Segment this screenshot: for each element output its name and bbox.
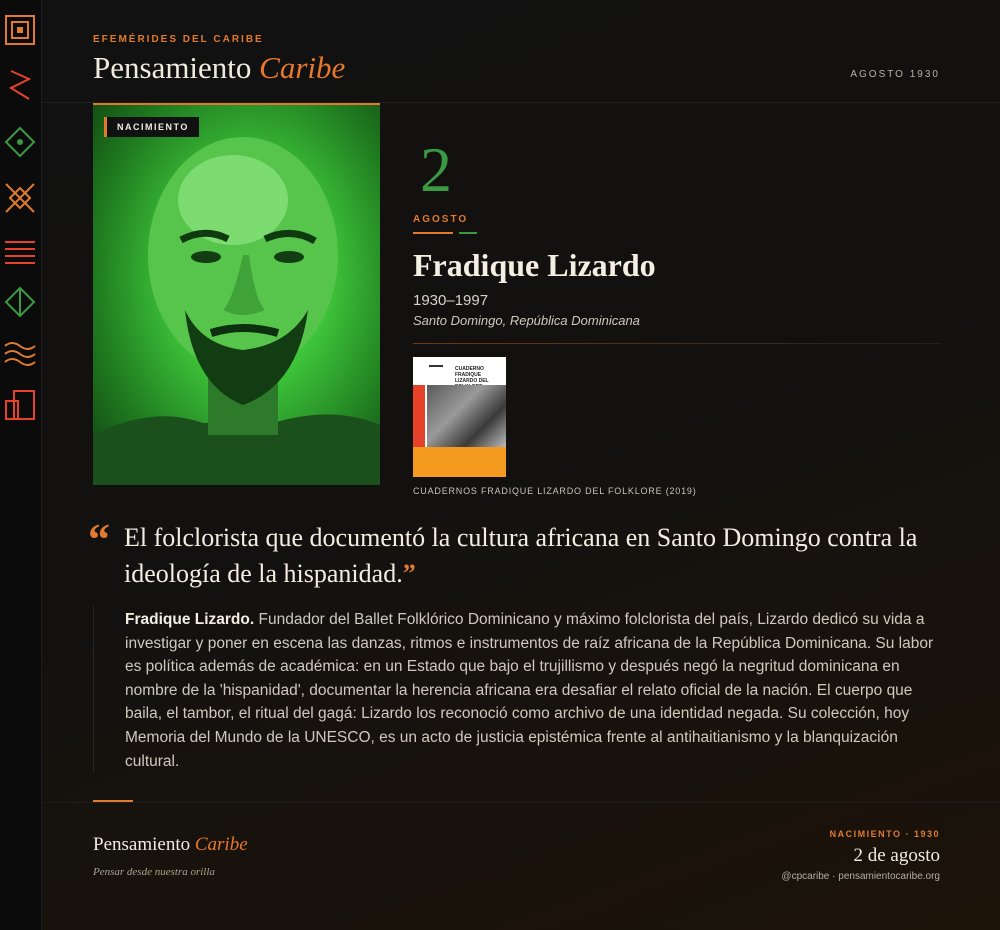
book-cover-orange-band	[413, 447, 506, 477]
footer-accent-bar	[93, 800, 133, 802]
book-cover[interactable]	[413, 357, 506, 477]
portrait-figure	[93, 105, 380, 485]
book-cover-red-band	[413, 385, 425, 447]
footer-kicker: NACIMIENTO · 1930	[829, 829, 940, 839]
book-cover-photo	[427, 385, 506, 447]
event-month: AGOSTO	[413, 214, 469, 225]
crossed-diamonds-icon[interactable]	[3, 181, 37, 215]
brand-main: Pensamiento	[93, 50, 252, 85]
person-years: 1930–1997	[413, 292, 489, 309]
footer-brand-accent: Caribe	[194, 834, 248, 855]
pull-quote	[124, 520, 924, 592]
diamond-dot-icon[interactable]	[3, 125, 37, 159]
brand-logo[interactable]	[93, 50, 345, 86]
diamond-split-icon[interactable]	[3, 285, 37, 319]
open-quote-mark: “	[88, 515, 110, 564]
biography-text	[125, 608, 947, 773]
waves-icon[interactable]	[3, 337, 37, 371]
event-type-badge: NACIMIENTO	[104, 117, 199, 137]
month-accent-bar	[413, 232, 453, 234]
brand-accent: Caribe	[259, 50, 346, 85]
publisher-logo	[429, 365, 443, 377]
portrait-image	[93, 103, 380, 485]
header-period: AGOSTO 1930	[850, 69, 940, 80]
biography-lead: Fradique Lizardo.	[125, 611, 255, 628]
footer-date: 2 de agosto	[853, 845, 940, 866]
pull-quote-text: El folclorista que documentó la cultura africana en Santo Domingo contra la ideología de la hispanidad.	[124, 523, 918, 588]
person-place: Santo Domingo, República Dominicana	[413, 313, 640, 328]
info-divider	[413, 343, 941, 344]
book-caption: CUADERNOS FRADIQUE LIZARDO DEL FOLKLORE (2019)	[413, 486, 697, 496]
nested-squares-icon[interactable]	[3, 388, 37, 422]
header-kicker: EFEMÉRIDES DEL CARIBE	[93, 34, 264, 45]
zigzag-icon[interactable]	[3, 68, 37, 102]
footer-tagline: Pensar desde nuestra orilla	[93, 866, 215, 878]
concentric-squares-icon[interactable]	[3, 13, 37, 47]
horizontal-lines-icon[interactable]	[3, 236, 37, 270]
footer-brand[interactable]	[93, 834, 248, 856]
person-name: Fradique Lizardo	[413, 247, 656, 283]
footer-divider	[42, 802, 1000, 803]
body-rule	[93, 606, 94, 772]
event-day: 2	[420, 134, 452, 205]
close-quote-mark: ”	[402, 559, 416, 588]
month-accent-bar-green	[459, 232, 477, 234]
footer-brand-main: Pensamiento	[93, 834, 191, 855]
book-cover-title: CUADERNO FRADIQUE LIZARDO DEL	[455, 366, 489, 384]
footer-handle[interactable]: @cpcaribe · pensamientocaribe.org	[781, 871, 940, 882]
icon-rail	[0, 0, 42, 930]
biography-body: Fundador del Ballet Folklórico Dominicano y máximo folclorista del país, Lizardo dedicó su vida a investigar y poner en escena las danzas, ritmos e instrumentos de raíz africana de la República Dominicana. Su labor es política además de académica: en un Estado que bajo el trujillismo y después negó la negritud dominicana en nombre de la 'hispanidad', documentar la herencia africana era desafiar el relato oficial de la nación. El cuerpo que baila, el tambor, el ritual del gagá: Lizardo los reconoció como archivo de una identidad negada. Su colección, hoy Memoria del Mundo de la UNESCO, es un acto de justicia epistémica frente al antihaitianismo y la blanquización cultural.	[125, 611, 934, 770]
